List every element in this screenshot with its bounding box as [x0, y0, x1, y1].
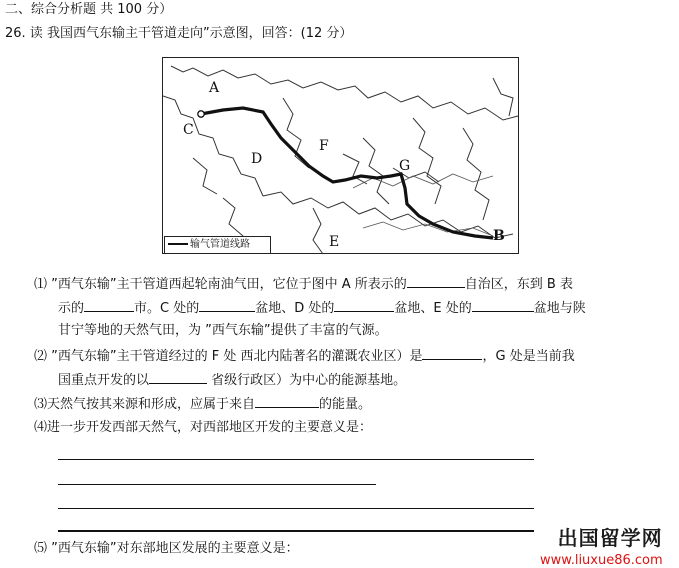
q1-blank-c[interactable]	[199, 298, 255, 312]
q5-line: ⑸ ”西气东输”对东部地区发展的主要意义是：	[34, 541, 299, 556]
q3-text-a: ⑶天然气按其来源和形成，应属于来自	[34, 397, 256, 412]
q3-text-b: 的能量。	[319, 397, 372, 412]
legend-line-swatch	[168, 243, 188, 245]
q4-answer-line-2[interactable]	[58, 484, 376, 485]
pipeline-route	[201, 108, 493, 238]
q1-blank-d[interactable]	[334, 298, 394, 312]
watermark-url: www.liuxue86.com	[540, 553, 663, 568]
question-stem: 26. 读 我国西气东输主干管道走向”示意图，回答：(12 分）	[5, 26, 353, 41]
q1-blank-a[interactable]	[407, 274, 465, 288]
q4-answer-line-1[interactable]	[58, 459, 534, 460]
q1-l1-text-b: 自治区，东到 B 表	[464, 277, 573, 292]
q1-line-3: 甘宁等地的天然气田，为 ”西气东输”提供了丰富的气源。	[58, 323, 388, 338]
map-label-c: C	[183, 122, 194, 138]
q2-blank-b[interactable]	[149, 370, 207, 384]
watermark-cn: 出国留学网	[557, 526, 663, 550]
q2-l1-text-a: ⑵ ”西气东输”主干管道经过的 F 处 西北内陆著名的灌溉农业区）是	[34, 349, 423, 364]
q4-line: ⑷进一步开发西部天然气，对西部地区开发的主要意义是：	[34, 420, 373, 435]
q3-line	[34, 394, 371, 414]
q2-l2-text-b: 省级行政区）为中心的能源基地。	[207, 373, 407, 388]
map-rivers	[353, 174, 493, 236]
q2-line-2	[58, 370, 406, 390]
q1-line-2	[58, 298, 586, 318]
legend-label: 输气管道线路	[190, 239, 250, 250]
q1-l1-text-a: ⑴ ”西气东输”主干管道西起轮南油气田，它位于图中 A 所表示的	[34, 277, 407, 292]
map-label-e: E	[329, 234, 340, 250]
section-heading: 二、综合分析题 共 100 分）	[5, 2, 173, 17]
q1-l2-text-c: 盆地、D 处的	[255, 301, 335, 316]
pipeline-map	[162, 57, 519, 254]
q3-blank[interactable]	[255, 394, 319, 408]
map-label-a: A	[209, 80, 220, 96]
map-label-f: F	[319, 138, 329, 154]
map-label-d: D	[251, 151, 263, 167]
map-label-b: B	[493, 228, 505, 244]
q1-blank-e[interactable]	[472, 298, 534, 312]
pipeline-start-marker	[198, 111, 204, 117]
map-legend	[164, 236, 271, 254]
q1-line-1	[34, 274, 573, 294]
watermark	[540, 522, 663, 568]
q1-l2-text-b: 市。C 处的	[134, 301, 200, 316]
q2-blank-a[interactable]	[422, 346, 482, 360]
q4-answer-line-4[interactable]	[58, 530, 534, 532]
q4-answer-line-3[interactable]	[58, 508, 534, 509]
q1-l2-text-e: 盆地与陕	[533, 301, 586, 316]
q2-l2-text-a: 国重点开发的以	[58, 373, 150, 388]
q2-line-1	[34, 346, 575, 366]
map-label-g: G	[399, 158, 411, 174]
q2-l1-text-b: ，G 处是当前我	[482, 349, 575, 364]
q1-l2-text-a: 示的	[58, 301, 85, 316]
q1-blank-b[interactable]	[84, 298, 134, 312]
q1-l2-text-d: 盆地、E 处的	[394, 301, 472, 316]
